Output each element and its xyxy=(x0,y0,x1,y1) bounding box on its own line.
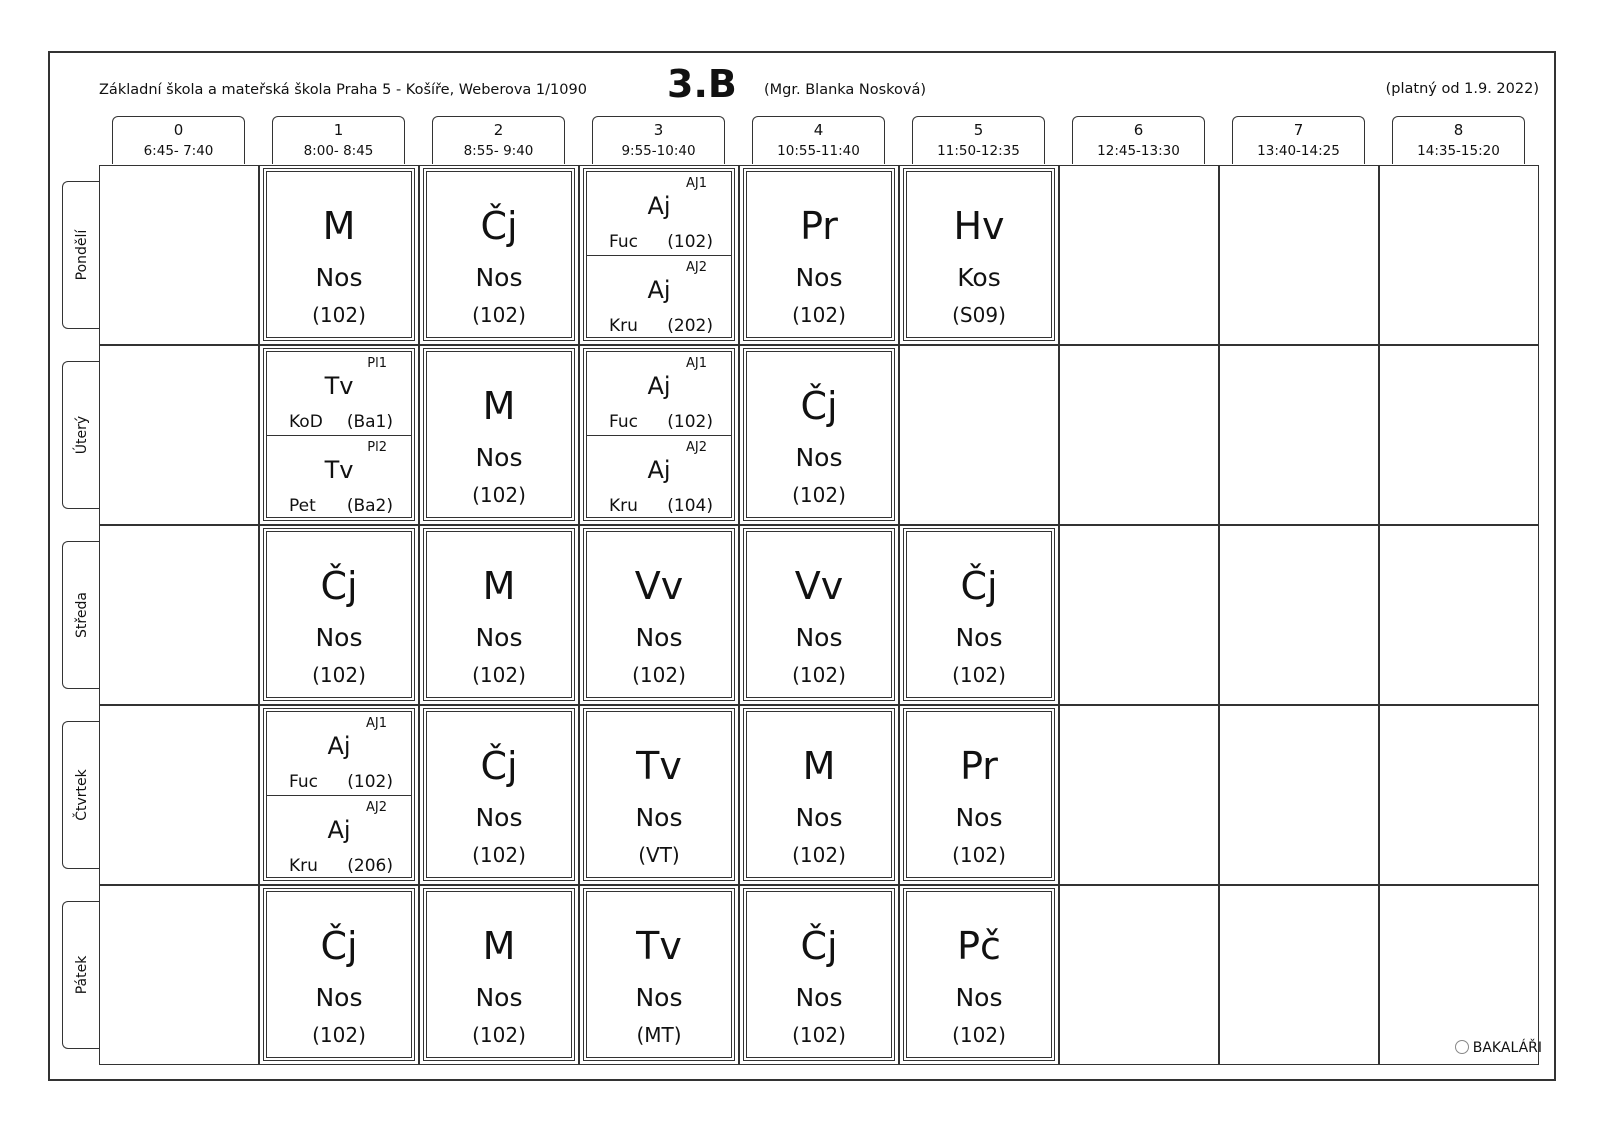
teacher-label: Nos xyxy=(635,623,683,652)
room-label: (102) xyxy=(792,1023,846,1047)
lesson-cell[interactable] xyxy=(583,528,735,701)
subject-label: M xyxy=(482,564,516,608)
room-label: (S09) xyxy=(952,303,1006,327)
period-header-8 xyxy=(1392,116,1525,164)
lesson-group-half xyxy=(267,435,411,519)
subject-label: Aj xyxy=(327,732,351,760)
teacher-label: Fuc xyxy=(609,232,638,252)
lesson-cell-inner xyxy=(266,891,412,1058)
period-time: 8:55- 9:40 xyxy=(463,143,534,159)
school-name: Základní škola a mateřská škola Praha 5 - Košíře, Weberova 1/1090 xyxy=(99,82,587,98)
group-label: AJ2 xyxy=(366,799,387,815)
lesson-cell[interactable] xyxy=(263,888,415,1061)
lesson-cell-inner xyxy=(906,891,1052,1058)
teacher-label: Kru xyxy=(609,495,638,516)
period-header-5 xyxy=(912,116,1045,164)
lesson-cell[interactable] xyxy=(743,528,895,701)
period-number: 3 xyxy=(653,121,664,139)
period-number: 2 xyxy=(493,121,504,139)
class-title: 3.B xyxy=(667,62,737,106)
teacher-label: KoD xyxy=(289,412,323,432)
subject-label: Tv xyxy=(636,924,682,968)
subject-label: Pr xyxy=(960,744,998,788)
lesson-group-half xyxy=(267,352,411,435)
lesson-cell-inner xyxy=(426,351,572,518)
lesson-group-half xyxy=(587,255,731,339)
grid-column-line xyxy=(1058,165,1060,1065)
lesson-cell-inner xyxy=(426,531,572,698)
subject-label: M xyxy=(482,384,516,428)
period-header-6 xyxy=(1072,116,1205,164)
grid-column-line xyxy=(258,165,260,1065)
lesson-cell-inner xyxy=(426,711,572,878)
grid-column-line xyxy=(418,165,420,1065)
subject-label: Čj xyxy=(960,564,998,608)
lesson-cell-inner xyxy=(266,351,412,518)
subject-label: Čj xyxy=(320,564,358,608)
lesson-cell-inner xyxy=(426,891,572,1058)
logo-text: BAKALÁŘI xyxy=(1472,1040,1542,1056)
period-header-4 xyxy=(752,116,885,164)
day-tab-1 xyxy=(62,361,100,509)
room-label: (102) xyxy=(667,412,713,432)
day-label: Úterý xyxy=(73,415,90,455)
teacher-label: Nos xyxy=(475,983,523,1012)
teacher-label: Nos xyxy=(635,983,683,1012)
lesson-group-half xyxy=(587,435,731,519)
subject-label: Čj xyxy=(800,924,838,968)
grid-column-line xyxy=(898,165,900,1065)
lesson-cell[interactable] xyxy=(743,888,895,1061)
teacher-label: Nos xyxy=(955,983,1003,1012)
period-time: 14:35-15:20 xyxy=(1417,143,1500,159)
day-label: Pátek xyxy=(73,955,90,995)
period-number: 0 xyxy=(173,121,184,139)
subject-label: Tv xyxy=(324,372,354,400)
day-label: Čtvrtek xyxy=(73,769,90,821)
lesson-cell[interactable] xyxy=(903,168,1055,341)
lesson-cell-inner xyxy=(746,171,892,338)
period-time: 12:45-13:30 xyxy=(1097,143,1180,159)
subject-label: Pr xyxy=(800,204,838,248)
day-label: Pondělí xyxy=(73,229,90,281)
period-header-2 xyxy=(432,116,565,164)
room-label: (102) xyxy=(312,663,366,687)
lesson-cell[interactable] xyxy=(583,888,735,1061)
teacher-label: Nos xyxy=(315,983,363,1012)
subject-label: Pč xyxy=(957,924,1001,968)
subject-label: Aj xyxy=(327,815,351,844)
lesson-cell[interactable] xyxy=(903,888,1055,1061)
room-label: (104) xyxy=(667,495,713,516)
lesson-cell-inner xyxy=(586,351,732,518)
lesson-cell[interactable] xyxy=(903,528,1055,701)
period-time: 11:50-12:35 xyxy=(937,143,1020,159)
subject-label: Aj xyxy=(647,372,671,400)
subject-label: M xyxy=(322,204,356,248)
subject-label: Vv xyxy=(794,564,844,608)
group-label: Pl2 xyxy=(367,439,387,455)
lesson-cell-inner xyxy=(266,531,412,698)
teacher-label: Nos xyxy=(955,803,1003,832)
subject-label: Aj xyxy=(647,455,671,484)
subject-label: Tv xyxy=(636,744,682,788)
period-header-7 xyxy=(1232,116,1365,164)
valid-from: (platný od 1.9. 2022) xyxy=(1385,81,1539,97)
period-number: 7 xyxy=(1293,121,1304,139)
teacher-label: Nos xyxy=(315,263,363,292)
teacher-label: Nos xyxy=(475,443,523,472)
teacher-label: Kru xyxy=(609,315,638,336)
room-label: (102) xyxy=(792,303,846,327)
room-label: (102) xyxy=(472,843,526,867)
lesson-cell[interactable] xyxy=(583,708,735,881)
grid-column-line xyxy=(578,165,580,1065)
day-tab-4 xyxy=(62,901,100,1049)
room-label: (102) xyxy=(472,303,526,327)
room-label: (102) xyxy=(312,303,366,327)
subject-label: M xyxy=(482,924,516,968)
teacher-label: Nos xyxy=(795,443,843,472)
period-header-0 xyxy=(112,116,245,164)
lesson-cell[interactable] xyxy=(263,168,415,341)
subject-label: Čj xyxy=(480,744,518,788)
lesson-cell-inner xyxy=(586,711,732,878)
lesson-cell[interactable] xyxy=(263,528,415,701)
lesson-group-half xyxy=(587,352,731,435)
lesson-cell[interactable] xyxy=(423,348,575,521)
lesson-cell-inner xyxy=(746,711,892,878)
lesson-cell-inner xyxy=(906,711,1052,878)
class-teacher: (Mgr. Blanka Nosková) xyxy=(764,82,927,98)
lesson-cell[interactable] xyxy=(263,348,415,521)
teacher-label: Nos xyxy=(475,263,523,292)
grid-row-line xyxy=(99,524,1539,526)
lesson-cell[interactable] xyxy=(583,168,735,341)
room-label: (206) xyxy=(347,855,393,876)
lesson-group-half xyxy=(267,712,411,795)
period-time: 6:45- 7:40 xyxy=(143,143,214,159)
subject-label: Hv xyxy=(953,204,1005,248)
period-number: 1 xyxy=(333,121,344,139)
teacher-label: Nos xyxy=(475,803,523,832)
period-time: 9:55-10:40 xyxy=(621,143,696,159)
room-label: (102) xyxy=(792,843,846,867)
subject-label: Vv xyxy=(634,564,684,608)
teacher-label: Nos xyxy=(475,623,523,652)
lesson-cell[interactable] xyxy=(263,708,415,881)
teacher-label: Nos xyxy=(315,623,363,652)
room-label: (VT) xyxy=(638,843,680,867)
teacher-label: Nos xyxy=(795,803,843,832)
lesson-cell-inner xyxy=(586,171,732,338)
subject-label: M xyxy=(802,744,836,788)
room-label: (102) xyxy=(632,663,686,687)
teacher-label: Nos xyxy=(795,263,843,292)
group-label: Pl1 xyxy=(367,356,387,371)
lesson-cell[interactable] xyxy=(903,708,1055,881)
room-label: (102) xyxy=(952,843,1006,867)
room-label: (Ba2) xyxy=(346,495,393,516)
room-label: (102) xyxy=(952,1023,1006,1047)
lesson-cell-inner xyxy=(746,531,892,698)
grid-column-line xyxy=(1218,165,1220,1065)
room-label: (102) xyxy=(792,663,846,687)
day-tab-2 xyxy=(62,541,100,689)
subject-label: Čj xyxy=(320,924,358,968)
subject-label: Čj xyxy=(480,204,518,248)
lesson-cell-inner xyxy=(906,531,1052,698)
room-label: (202) xyxy=(667,315,713,336)
period-number: 5 xyxy=(973,121,984,139)
subject-label: Aj xyxy=(647,192,671,220)
lesson-cell[interactable] xyxy=(743,348,895,521)
day-tab-3 xyxy=(62,721,100,869)
teacher-label: Kru xyxy=(289,855,318,876)
grid-row-line xyxy=(99,704,1539,706)
grid-row-line xyxy=(99,884,1539,886)
room-label: (102) xyxy=(667,232,713,252)
period-time: 13:40-14:25 xyxy=(1257,143,1340,159)
bakalari-logo xyxy=(1455,1040,1542,1056)
period-time: 10:55-11:40 xyxy=(777,143,860,159)
teacher-label: Nos xyxy=(635,803,683,832)
lesson-cell[interactable] xyxy=(743,708,895,881)
lesson-group-half xyxy=(267,795,411,879)
group-label: AJ1 xyxy=(686,176,707,191)
teacher-label: Nos xyxy=(955,623,1003,652)
day-tab-0 xyxy=(62,181,100,329)
teacher-label: Pet xyxy=(289,495,316,516)
group-label: AJ1 xyxy=(366,716,387,731)
lesson-cell[interactable] xyxy=(423,168,575,341)
subject-label: Tv xyxy=(324,455,354,484)
lesson-cell[interactable] xyxy=(423,528,575,701)
room-label: (102) xyxy=(792,483,846,507)
bakalari-logo-icon xyxy=(1455,1040,1469,1054)
teacher-label: Nos xyxy=(795,623,843,652)
subject-label: Čj xyxy=(800,384,838,428)
group-label: AJ2 xyxy=(686,439,707,455)
teacher-label: Nos xyxy=(795,983,843,1012)
room-label: (MT) xyxy=(636,1023,682,1047)
period-header-1 xyxy=(272,116,405,164)
grid-column-line xyxy=(1378,165,1380,1065)
lesson-cell-inner xyxy=(906,171,1052,338)
lesson-cell[interactable] xyxy=(743,168,895,341)
room-label: (102) xyxy=(472,663,526,687)
room-label: (102) xyxy=(472,1023,526,1047)
period-number: 4 xyxy=(813,121,824,139)
room-label: (Ba1) xyxy=(346,412,393,432)
lesson-cell-inner xyxy=(586,531,732,698)
teacher-label: Fuc xyxy=(289,772,318,792)
lesson-cell-inner xyxy=(426,171,572,338)
lesson-cell[interactable] xyxy=(423,888,575,1061)
period-number: 8 xyxy=(1453,121,1464,139)
group-label: AJ1 xyxy=(686,356,707,371)
lesson-cell[interactable] xyxy=(583,348,735,521)
lesson-group-half xyxy=(587,172,731,255)
teacher-label: Fuc xyxy=(609,412,638,432)
lesson-cell-inner xyxy=(746,891,892,1058)
lesson-cell[interactable] xyxy=(423,708,575,881)
period-header-3 xyxy=(592,116,725,164)
lesson-cell-inner xyxy=(266,711,412,878)
room-label: (102) xyxy=(952,663,1006,687)
lesson-cell-inner xyxy=(746,351,892,518)
grid-row-line xyxy=(99,344,1539,346)
subject-label: Aj xyxy=(647,275,671,304)
room-label: (102) xyxy=(347,772,393,792)
grid-column-line xyxy=(738,165,740,1065)
period-number: 6 xyxy=(1133,121,1144,139)
period-time: 8:00- 8:45 xyxy=(303,143,374,159)
teacher-label: Kos xyxy=(957,263,1001,292)
group-label: AJ2 xyxy=(686,259,707,275)
lesson-cell-inner xyxy=(586,891,732,1058)
day-label: Středa xyxy=(73,592,90,638)
room-label: (102) xyxy=(312,1023,366,1047)
lesson-cell-inner xyxy=(266,171,412,338)
room-label: (102) xyxy=(472,483,526,507)
